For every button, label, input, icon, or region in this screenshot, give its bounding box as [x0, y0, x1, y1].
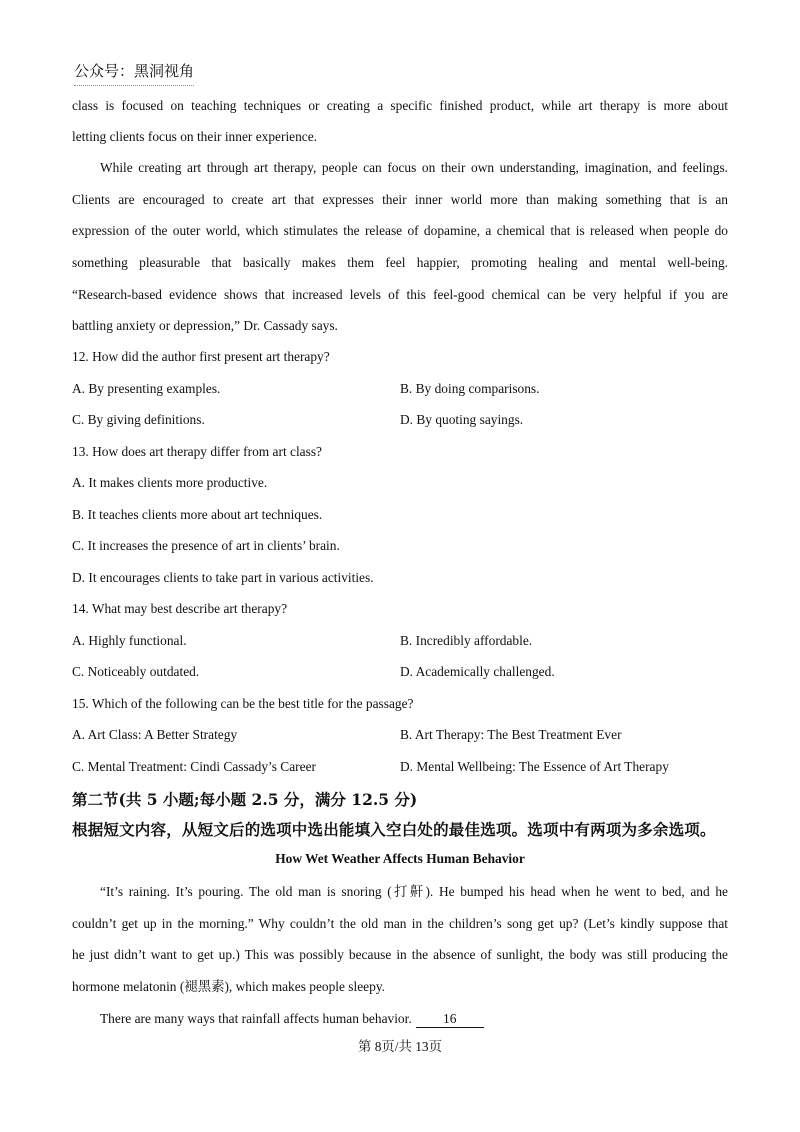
page-footer: 第 8页/共 13页	[357, 1039, 443, 1054]
passage-line: Clients are encouraged to create art that expresses their inner world more than making something that is an	[72, 192, 728, 207]
question-14-option-c: C. Noticeably outdated.	[72, 664, 200, 679]
question-14-option-d: D. Academically challenged.	[400, 664, 555, 679]
passage-line: he just didn’t want to get up.) This was possibly because in the absence of sunlight, the body was still producing the	[72, 947, 728, 962]
question-14-stem: 14. What may best describe art therapy?	[72, 601, 288, 616]
passage-line: “Research-based evidence shows that increased levels of this feel-good chemical can be very helpful if you are	[72, 287, 728, 302]
question-14-option-b: B. Incredibly affordable.	[400, 633, 533, 648]
question-15-option-b: B. Art Therapy: The Best Treatment Ever	[400, 727, 622, 742]
passage-last-text: There are many ways that rainfall affects human behavior.	[100, 1011, 412, 1026]
question-14-option-a: A. Highly functional.	[72, 633, 187, 648]
question-12-option-a: A. By presenting examples.	[72, 381, 221, 396]
question-12-stem: 12. How did the author first present art therapy?	[72, 349, 330, 364]
passage-line: class is focused on teaching techniques or creating a specific finished product, while art therapy is more about	[72, 98, 728, 113]
question-15-option-a: A. Art Class: A Better Strategy	[72, 727, 238, 742]
question-12-option-b: B. By doing comparisons.	[400, 381, 540, 396]
question-13-stem: 13. How does art therapy differ from art class?	[72, 444, 322, 459]
passage-line: hormone melatonin (褪黑素), which makes people sleepy.	[72, 979, 385, 994]
question-12-option-c: C. By giving definitions.	[72, 412, 205, 427]
passage-line: something pleasurable that basically makes them feel happier, promoting healing and mental well-being.	[72, 255, 728, 270]
section-instruction: 根据短文内容，从短文后的选项中选出能填入空白处的最佳选项。选项中有两项为多余选项。	[72, 821, 716, 839]
passage-last-line	[100, 1010, 728, 1028]
passage-line: expression of the outer world, which stimulates the release of dopamine, a chemical that is released when people do	[72, 223, 728, 238]
question-13-option-a: A. It makes clients more productive.	[72, 475, 268, 490]
passage-line: letting clients focus on their inner experience.	[72, 129, 318, 144]
passage-line: battling anxiety or depression,” Dr. Cassady says.	[72, 318, 338, 333]
question-13-option-d: D. It encourages clients to take part in various activities.	[72, 570, 374, 585]
question-12-option-d: D. By quoting sayings.	[400, 412, 524, 427]
question-13-option-c: C. It increases the presence of art in clients’ brain.	[72, 538, 340, 553]
passage-title: How Wet Weather Affects Human Behavior	[275, 851, 525, 866]
passage-line: “It’s raining. It’s pouring. The old man is snoring (打鼾). He bumped his head when he went to bed, and he	[100, 884, 728, 899]
passage-line: couldn’t get up in the morning.” Why couldn’t the old man in the children’s song get up? (Let’s kindly suppose that	[72, 916, 728, 931]
question-15-stem: 15. Which of the following can be the best title for the passage?	[72, 696, 414, 711]
answer-blank-16[interactable]: 16	[416, 1011, 484, 1028]
question-15-option-d: D. Mental Wellbeing: The Essence of Art Therapy	[400, 759, 669, 774]
question-15-option-c: C. Mental Treatment: Cindi Cassady’s Career	[72, 759, 316, 774]
question-13-option-b: B. It teaches clients more about art techniques.	[72, 507, 323, 522]
passage-line: While creating art through art therapy, people can focus on their own understanding, imagination, and feelings.	[100, 160, 728, 175]
section-heading: 第二节(共 5 小题;每小题 2.5 分，满分 12.5 分)	[72, 790, 418, 809]
watermark: 公众号：黑洞视角	[74, 60, 194, 86]
